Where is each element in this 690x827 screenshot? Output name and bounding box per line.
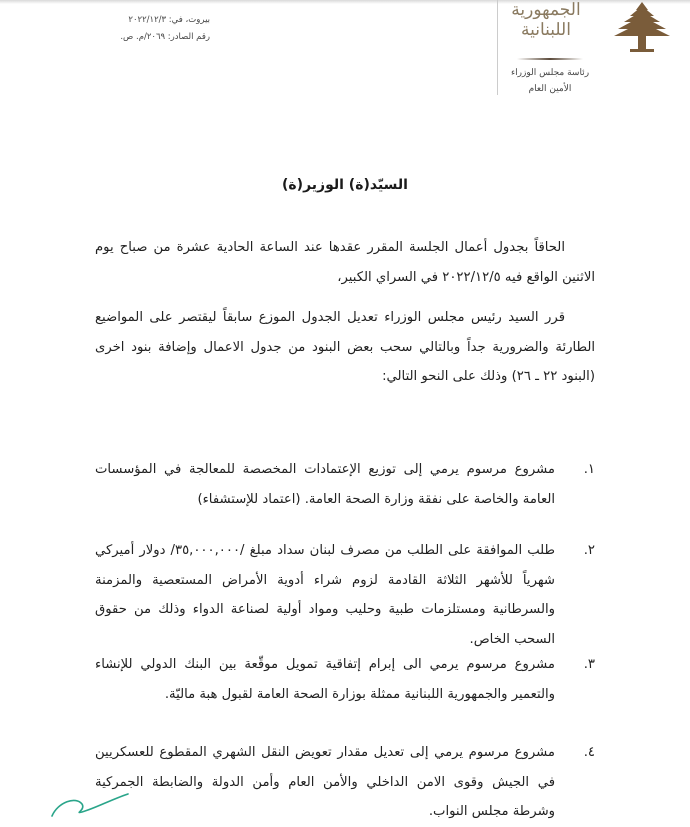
salutation: السيّد(ة) الوزير(ة) xyxy=(282,177,408,193)
letterhead-emblem xyxy=(505,0,685,100)
cedar-tree-icon xyxy=(610,0,674,54)
emblem-rule xyxy=(517,58,583,60)
office-line-2: الأمين العام xyxy=(528,84,572,94)
republic-title xyxy=(511,0,581,40)
item-number: ٣. xyxy=(583,657,595,672)
office-line-1: رئاسة مجلس الوزراء xyxy=(510,68,590,78)
item-text: مشروع مرسوم يرمي إلى توزيع الإعتمادات المخصصة للمعالجة في المؤسسات العامة والخاصة على نفقة وزارة الصحة العامة. (اعتماد للإستشفاء) xyxy=(95,462,555,507)
letter-meta xyxy=(100,12,210,46)
item-text: مشروع مرسوم يرمي إلى تعديل مقدار تعويض النقل الشهري المقطوع للعسكريين في الجيش وقوى الامن الداخلي والأمن العام وأمن الدولة والضابطة الجمركية وشرطة مجلس النواب. xyxy=(95,745,555,819)
header-divider xyxy=(497,0,498,95)
item-text: طلب الموافقة على الطلب من مصرف لبنان سداد مبلغ /٣٥,٠٠٠,٠٠٠/ دولار أميركي شهرياً للأشهر الثلاثة القادمة لزوم شراء أدوية الأمراض المستعصية والمزمنة والسرطانية ومستلزمات طبية وحليب ومواد أولية لصناعة الدواء وذلك من حقوق السحب الخاص. xyxy=(95,543,556,647)
intro-paragraph: الحاقاً بجدول أعمال الجلسة المقرر عقدها عند الساعة الحادية عشرة من صباح يوم الاثنين الواقع فيه ٢٠٢٢/١٢/٥ في السراي الكبير، xyxy=(95,240,595,285)
republic-line-1: الجمهورية xyxy=(511,0,581,20)
item-number: ٢. xyxy=(583,543,595,558)
decision-paragraph: قرر السيد رئيس مجلس الوزراء تعديل الجدول الموزع سابقاً ليقتصر على المواضيع الطارئة والضرورية جداً وبالتالي سحب بعض البنود من جدول الاعمال وإضافة بنود اخرى (البنود ٢٢ ـ ٢٦) وذلك على النحو التالي: xyxy=(95,310,595,384)
agenda-item xyxy=(95,536,595,654)
item-text: مشروع مرسوم يرمي الى إبرام إتفاقية تمويل موقّعة بين البنك الدولي للإنشاء والتعمير والجمهورية اللبنانية ممثلة بوزارة الصحة العامة لقبول هبة ماليّة. xyxy=(95,657,555,702)
item-number: ١. xyxy=(583,462,595,477)
item-number: ٤. xyxy=(583,745,595,760)
signature-mark-icon xyxy=(48,790,138,818)
place-date: بيروت، في: ٢٠٢٢/١٢/٣ xyxy=(128,15,210,25)
republic-line-2: اللبنانية xyxy=(521,20,571,40)
agenda-item xyxy=(95,455,595,514)
agenda-item xyxy=(95,738,595,827)
agenda-item xyxy=(95,650,595,709)
office-title xyxy=(505,65,595,97)
reference-number: رقم الصادر: ٢٠٦٩/م. ص. xyxy=(120,32,210,42)
